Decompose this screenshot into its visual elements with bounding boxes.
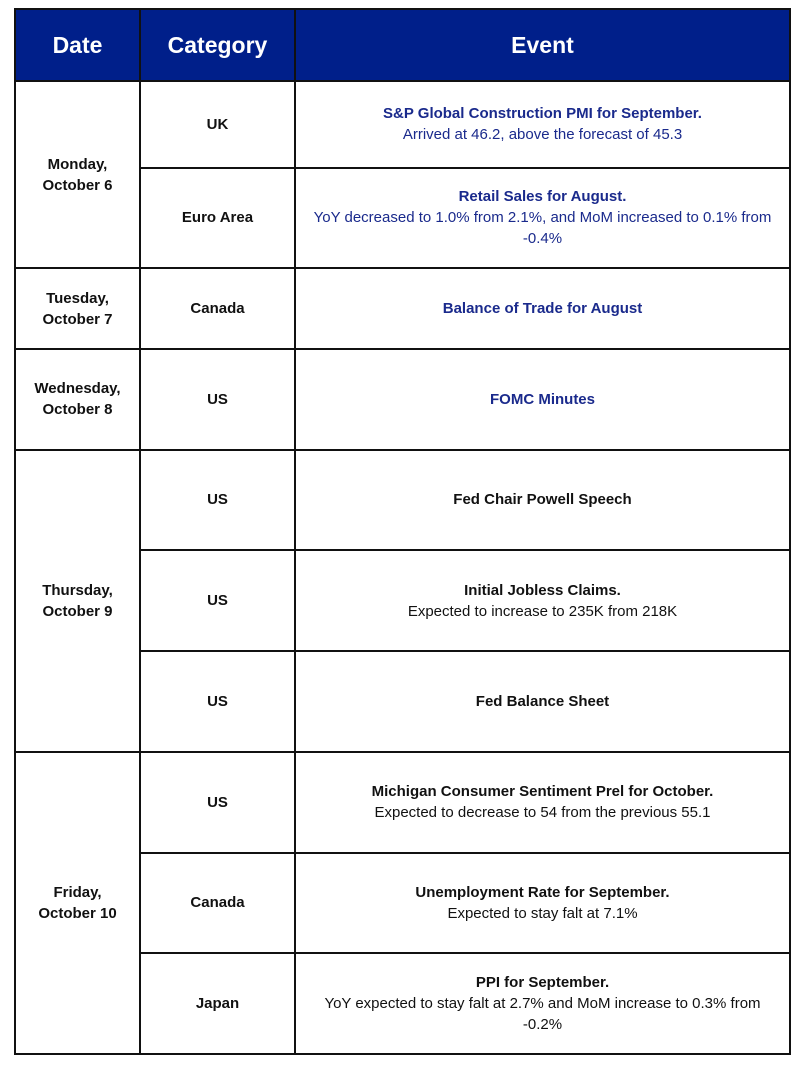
event-cell: [295, 168, 790, 269]
event-cell: [295, 752, 790, 853]
category-cell: Canada: [140, 853, 295, 954]
category-cell: US: [140, 450, 295, 551]
day-name: Friday,: [53, 883, 102, 901]
event-title: PPI for September.: [475, 974, 610, 992]
day-name: Thursday,: [42, 581, 113, 599]
day-date: October 7: [42, 310, 113, 328]
table-row: [15, 349, 790, 450]
table-header-row: [15, 9, 790, 81]
event-title: Fed Chair Powell Speech: [453, 491, 632, 509]
event-detail: YoY expected to stay falt at 2.7% and MoM increase to 0.3% from -0.2%: [324, 995, 761, 1034]
event-cell: [295, 953, 790, 1054]
table-row: [15, 450, 790, 551]
event-cell: [295, 651, 790, 752]
event-detail: Arrived at 46.2, above the forecast of 45.3: [402, 126, 683, 144]
day-date: October 10: [38, 904, 117, 922]
date-cell: [15, 752, 140, 1054]
header-event: Event: [295, 9, 790, 81]
category-cell: Canada: [140, 268, 295, 349]
category-cell: US: [140, 349, 295, 450]
table-row: [15, 752, 790, 853]
category-cell: US: [140, 550, 295, 651]
table-row: [15, 268, 790, 349]
date-cell: [15, 450, 140, 752]
day-date: October 9: [42, 602, 113, 620]
header-category: Category: [140, 9, 295, 81]
category-cell: UK: [140, 81, 295, 168]
economic-calendar-table: [14, 8, 791, 1055]
table-row: [15, 81, 790, 168]
event-detail: Expected to stay falt at 7.1%: [447, 904, 638, 922]
day-name: Tuesday,: [46, 289, 109, 307]
event-title: Balance of Trade for August: [442, 300, 643, 318]
event-cell: [295, 550, 790, 651]
event-title: Retail Sales for August.: [458, 188, 627, 206]
event-title: Michigan Consumer Sentiment Prel for October.: [371, 783, 714, 801]
day-date: October 8: [42, 401, 113, 419]
event-cell: [295, 349, 790, 450]
category-cell: Japan: [140, 953, 295, 1054]
category-cell: US: [140, 651, 295, 752]
day-date: October 6: [42, 176, 113, 194]
header-date: Date: [15, 9, 140, 81]
event-cell: [295, 268, 790, 349]
day-name: Monday,: [47, 155, 108, 173]
event-title: Fed Balance Sheet: [475, 692, 610, 710]
event-cell: [295, 81, 790, 168]
day-name: Wednesday,: [34, 380, 121, 398]
event-title: Unemployment Rate for September.: [415, 883, 670, 901]
date-cell: [15, 81, 140, 268]
event-cell: [295, 853, 790, 954]
category-cell: US: [140, 752, 295, 853]
event-detail: Expected to increase to 235K from 218K: [407, 602, 678, 620]
event-title: Initial Jobless Claims.: [464, 581, 621, 599]
event-title: S&P Global Construction PMI for September.: [383, 105, 702, 123]
category-cell: Euro Area: [140, 168, 295, 269]
event-cell: [295, 450, 790, 551]
date-cell: [15, 268, 140, 349]
event-detail: YoY decreased to 1.0% from 2.1%, and MoM increased to 0.1% from -0.4%: [313, 209, 772, 248]
event-title: FOMC Minutes: [490, 390, 595, 408]
date-cell: [15, 349, 140, 450]
event-detail: Expected to decrease to 54 from the previous 55.1: [374, 804, 711, 822]
